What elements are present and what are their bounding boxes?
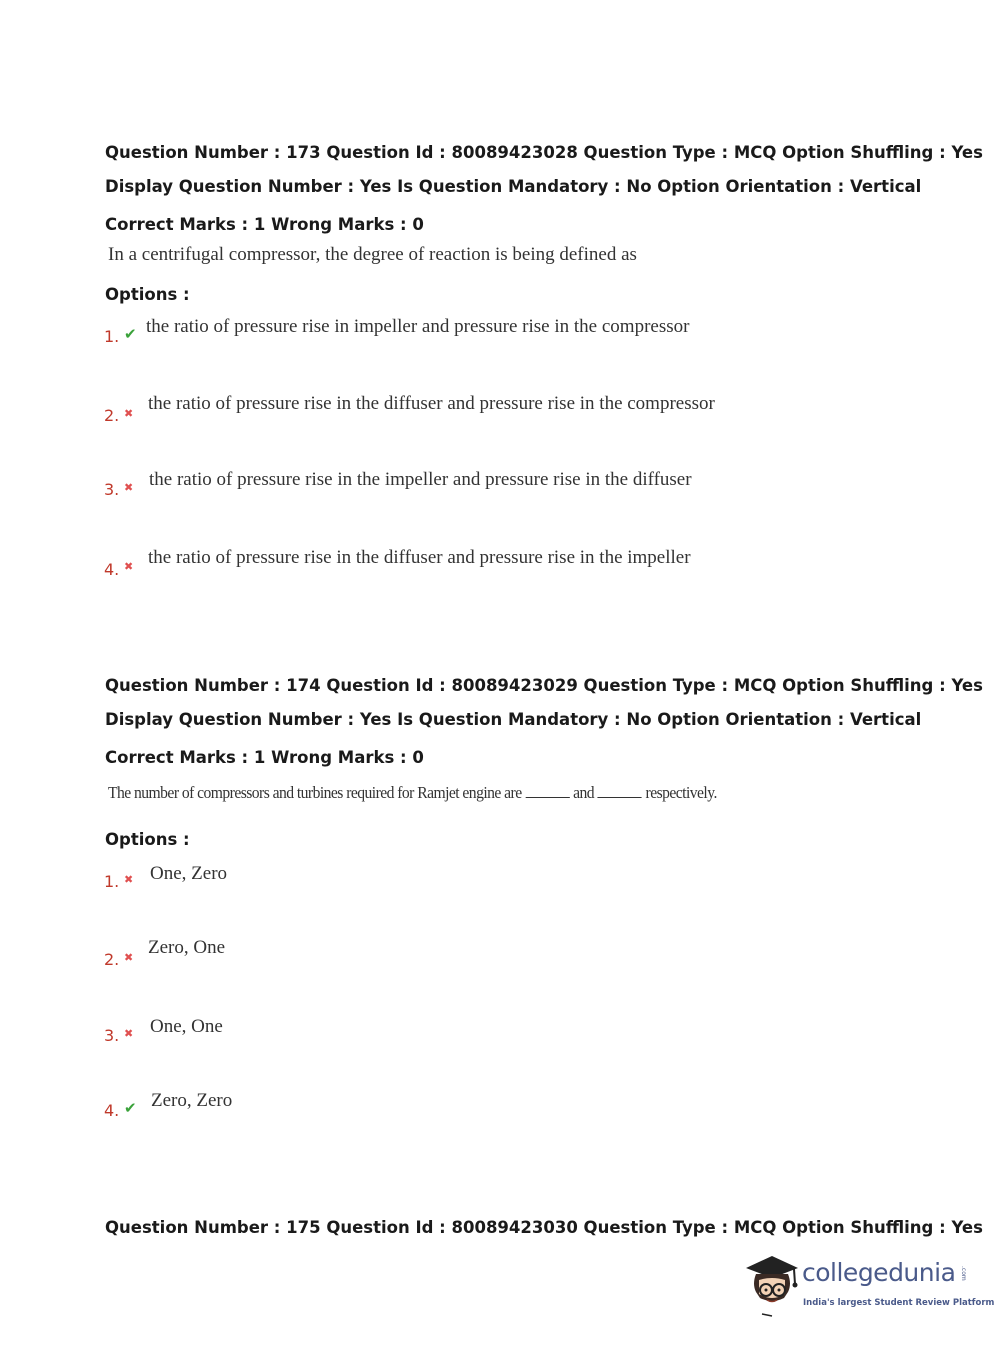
logo-suffix: .com — [960, 1266, 967, 1281]
q174-option-2-number: 2. — [104, 950, 120, 969]
q173-option-4-number: 4. — [104, 560, 120, 579]
collegedunia-logo — [742, 1250, 995, 1320]
answer-blank — [525, 797, 569, 798]
question-173-marks: Correct Marks : 1 Wrong Marks : 0 — [105, 215, 424, 234]
cross-icon: ✖ — [124, 873, 134, 886]
cross-icon: ✖ — [124, 951, 134, 964]
q173-option-1-number: 1. — [104, 327, 120, 346]
question-173-text: In a centrifugal compressor, the degree of reaction is being defined as — [108, 244, 637, 265]
q173-option-2-number: 2. — [104, 406, 120, 425]
question-174-meta-line1: Question Number : 174 Question Id : 80089423029 Question Type : MCQ Option Shuffling : Yes — [105, 676, 983, 695]
question-174-options-label: Options : — [105, 830, 190, 849]
q173-option-3-number: 3. — [104, 480, 120, 499]
check-icon: ✔ — [124, 1099, 137, 1117]
check-icon: ✔ — [124, 325, 137, 343]
question-174-text — [108, 783, 717, 803]
question-174-text-part3: respectively. — [645, 783, 717, 802]
q173-option-1-text: the ratio of pressure rise in impeller and pressure rise in the compressor — [146, 316, 690, 337]
q174-option-4-text: Zero, Zero — [151, 1090, 233, 1111]
cross-icon: ✖ — [124, 560, 134, 573]
cross-icon: ✖ — [124, 407, 134, 420]
cross-icon: ✖ — [124, 481, 134, 494]
q173-option-3-text: the ratio of pressure rise in the impeller and pressure rise in the diffuser — [149, 469, 692, 490]
logo-name: collegedunia — [802, 1258, 956, 1287]
q174-option-2-text: Zero, One — [148, 937, 226, 958]
q173-option-2-text: the ratio of pressure rise in the diffuser and pressure rise in the compressor — [148, 393, 715, 414]
question-174-text-part1: The number of compressors and turbines required for Ramjet engine are — [108, 783, 522, 802]
q174-option-1-number: 1. — [104, 872, 120, 891]
question-173-options-label: Options : — [105, 285, 190, 304]
question-173-meta-line2: Display Question Number : Yes Is Question Mandatory : No Option Orientation : Vertical — [105, 177, 922, 196]
logo-tagline: India's largest Student Review Platform — [803, 1298, 995, 1308]
q174-option-3-number: 3. — [104, 1026, 120, 1045]
question-174-marks: Correct Marks : 1 Wrong Marks : 0 — [105, 748, 424, 767]
q174-option-3-text: One, One — [150, 1016, 223, 1037]
question-175-meta-line1: Question Number : 175 Question Id : 80089423030 Question Type : MCQ Option Shuffling : Yes — [105, 1218, 983, 1237]
q174-option-4-number: 4. — [104, 1101, 120, 1120]
cross-icon: ✖ — [124, 1027, 134, 1040]
answer-blank — [598, 797, 642, 798]
mascot-icon — [742, 1250, 804, 1320]
question-174-meta-line2: Display Question Number : Yes Is Question Mandatory : No Option Orientation : Vertical — [105, 710, 922, 729]
question-173-meta-line1: Question Number : 173 Question Id : 80089423028 Question Type : MCQ Option Shuffling : Yes — [105, 143, 983, 162]
q173-option-4-text: the ratio of pressure rise in the diffuser and pressure rise in the impeller — [148, 547, 691, 568]
question-174-text-part2: and — [573, 783, 595, 802]
q174-option-1-text: One, Zero — [150, 863, 228, 884]
